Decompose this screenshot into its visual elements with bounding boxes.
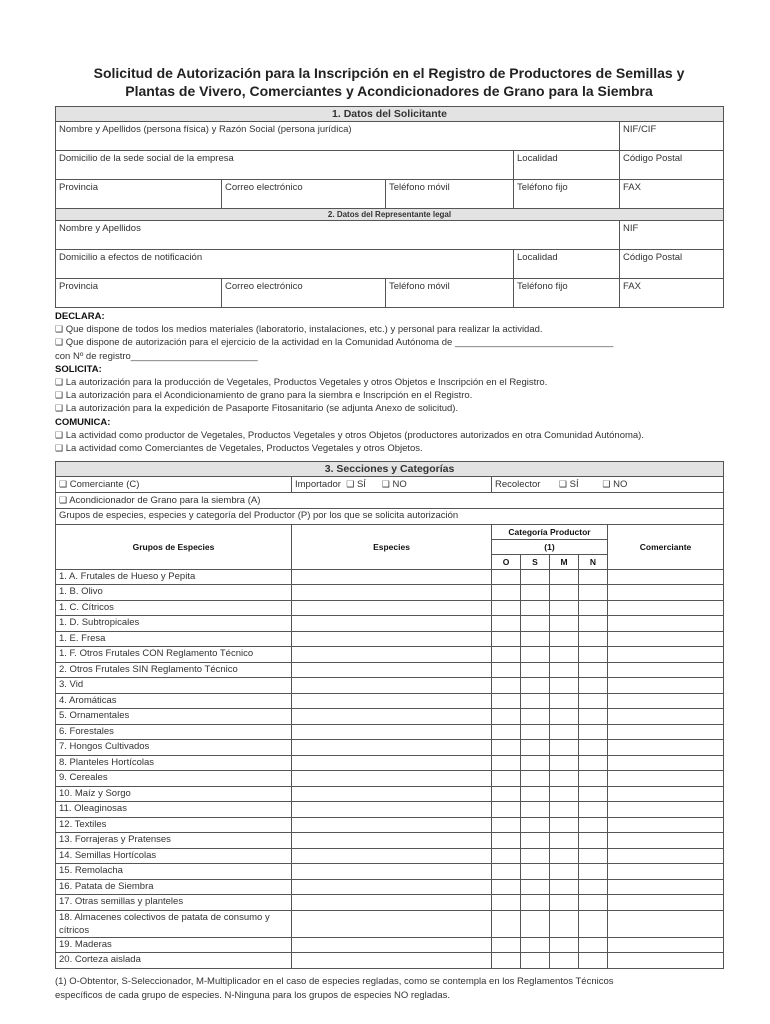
comerciante-cell[interactable]: [608, 616, 724, 632]
representative-phone-field[interactable]: Teléfono fijo: [514, 279, 620, 308]
recolector-si-checkbox-icon[interactable]: ❑: [558, 479, 567, 490]
category-s-cell[interactable]: [521, 616, 550, 632]
species-group-row: [56, 678, 724, 694]
col-header-m: M: [550, 554, 579, 569]
comerciante-cell[interactable]: [608, 879, 724, 895]
category-n-cell[interactable]: [579, 647, 608, 663]
checkbox-icon[interactable]: ❑: [55, 324, 64, 335]
category-o-cell[interactable]: [492, 786, 521, 802]
species-group-row: [56, 569, 724, 585]
especies-input[interactable]: [292, 864, 492, 880]
category-m-cell[interactable]: [550, 693, 579, 709]
category-o-cell[interactable]: [492, 910, 521, 937]
especies-input[interactable]: [292, 616, 492, 632]
registro-number-line[interactable]: con Nº de registro________________________: [55, 350, 258, 362]
col-header-s: S: [521, 554, 550, 569]
importador-options: Importador ❑ SÍ ❑ NO: [292, 477, 492, 493]
species-group-name: 20. Corteza aislada: [56, 953, 292, 969]
species-group-name: 6. Forestales: [56, 724, 292, 740]
species-group-row: [56, 771, 724, 787]
applicant-mobile-field[interactable]: Teléfono móvil: [386, 180, 514, 209]
category-o-cell[interactable]: [492, 616, 521, 632]
species-group-row: [56, 724, 724, 740]
declara-heading: DECLARA:: [55, 311, 105, 322]
category-n-cell[interactable]: [579, 569, 608, 585]
category-n-cell[interactable]: [579, 693, 608, 709]
comerciante-cell[interactable]: [608, 848, 724, 864]
representative-postal-code-field[interactable]: Código Postal: [620, 250, 724, 279]
category-o-cell[interactable]: [492, 817, 521, 833]
category-s-cell[interactable]: [521, 585, 550, 601]
category-n-cell[interactable]: [579, 802, 608, 818]
species-group-name: 17. Otras semillas y planteles: [56, 895, 292, 911]
footnote-line1: (1) O-Obtentor, S-Seleccionador, M-Multiplicador en el caso de especies regladas, como se contempla en los Reglamentos Técnicos: [55, 975, 614, 987]
species-group-name: 11. Oleaginosas: [56, 802, 292, 818]
category-s-cell[interactable]: [521, 786, 550, 802]
category-o-cell[interactable]: [492, 631, 521, 647]
applicant-postal-code-field[interactable]: Código Postal: [620, 151, 724, 180]
species-group-name: 1. E. Fresa: [56, 631, 292, 647]
species-group-name: 9. Cereales: [56, 771, 292, 787]
comerciante-cell[interactable]: [608, 724, 724, 740]
comerciante-cell[interactable]: [608, 631, 724, 647]
category-n-cell[interactable]: [579, 953, 608, 969]
footnote-line2: específicos de cada grupo de especies. N-Ninguna para los grupos de especies NO regladas.: [55, 989, 451, 1001]
solicita-item[interactable]: ❑ La autorización para la producción de Vegetales, Productos Vegetales y otros Objetos e Inscripción en el Registro.: [55, 377, 548, 389]
form-title-line2: Plantas de Vivero, Comerciantes y Acondicionadores de Grano para la Siembra: [125, 83, 653, 99]
especies-input[interactable]: [292, 817, 492, 833]
section1-header: 1. Datos del Solicitante: [56, 107, 724, 122]
species-group-row: [56, 585, 724, 601]
species-group-row: [56, 910, 724, 937]
category-m-cell[interactable]: [550, 895, 579, 911]
especies-input[interactable]: [292, 740, 492, 756]
especies-input[interactable]: [292, 709, 492, 725]
category-o-cell[interactable]: [492, 833, 521, 849]
especies-input[interactable]: [292, 833, 492, 849]
species-group-row: [56, 879, 724, 895]
category-n-cell[interactable]: [579, 833, 608, 849]
category-n-cell[interactable]: [579, 864, 608, 880]
representative-address-field[interactable]: Domicilio a efectos de notificación: [56, 250, 514, 279]
species-group-row: [56, 848, 724, 864]
category-n-cell[interactable]: [579, 724, 608, 740]
species-group-name: 1. F. Otros Frutales CON Reglamento Técnico: [56, 647, 292, 663]
col-header-o: O: [492, 554, 521, 569]
species-group-name: 4. Aromáticas: [56, 693, 292, 709]
category-n-cell[interactable]: [579, 848, 608, 864]
category-o-cell[interactable]: [492, 864, 521, 880]
form-title: [55, 64, 723, 100]
category-n-cell[interactable]: [579, 786, 608, 802]
category-s-cell[interactable]: [521, 864, 550, 880]
comerciante-cell[interactable]: [608, 600, 724, 616]
declara-item[interactable]: ❑ Que dispone de autorización para el ejercicio de la actividad en la Comunidad Autónoma de ______________________________: [55, 337, 614, 349]
checkbox-icon[interactable]: ❑: [55, 377, 64, 388]
category-s-cell[interactable]: [521, 662, 550, 678]
category-m-cell[interactable]: [550, 786, 579, 802]
comerciante-cell[interactable]: [608, 585, 724, 601]
representative-name-field[interactable]: Nombre y Apellidos: [56, 221, 620, 250]
comerciante-cell[interactable]: [608, 569, 724, 585]
category-s-cell[interactable]: [521, 833, 550, 849]
species-group-row: [56, 616, 724, 632]
solicita-item[interactable]: ❑ La autorización para el Acondicionamiento de grano para la siembra e Inscripción en el Registro.: [55, 390, 473, 402]
comerciante-cell[interactable]: [608, 709, 724, 725]
species-group-name: 1. C. Cítricos: [56, 600, 292, 616]
category-s-cell[interactable]: [521, 600, 550, 616]
category-o-cell[interactable]: [492, 879, 521, 895]
applicant-email-field[interactable]: Correo electrónico: [222, 180, 386, 209]
species-group-name: 16. Patata de Siembra: [56, 879, 292, 895]
solicita-heading: SOLICITA:: [55, 363, 102, 375]
category-n-cell[interactable]: [579, 771, 608, 787]
comerciante-cell[interactable]: [608, 817, 724, 833]
comerciante-cell[interactable]: [608, 953, 724, 969]
category-s-cell[interactable]: [521, 817, 550, 833]
category-s-cell[interactable]: [521, 755, 550, 771]
category-o-cell[interactable]: [492, 678, 521, 694]
especies-input[interactable]: [292, 937, 492, 953]
species-group-name: 18. Almacenes colectivos de patata de consumo y cítricos: [56, 910, 292, 937]
category-m-cell[interactable]: [550, 953, 579, 969]
species-group-row: [56, 895, 724, 911]
category-o-cell[interactable]: [492, 724, 521, 740]
category-s-cell[interactable]: [521, 631, 550, 647]
especies-input[interactable]: [292, 802, 492, 818]
especies-input[interactable]: [292, 678, 492, 694]
comerciante-cell[interactable]: [608, 771, 724, 787]
col-header-comerciante: Comerciante: [608, 524, 724, 569]
category-m-cell[interactable]: [550, 802, 579, 818]
section3-header: 3. Secciones y Categorías: [56, 462, 724, 477]
category-o-cell[interactable]: [492, 771, 521, 787]
category-m-cell[interactable]: [550, 569, 579, 585]
species-group-name: 1. A. Frutales de Hueso y Pepita: [56, 569, 292, 585]
checkbox-icon[interactable]: ❑: [59, 495, 68, 506]
species-group-row: [56, 647, 724, 663]
categories-table: [55, 461, 724, 969]
category-m-cell[interactable]: [550, 585, 579, 601]
category-m-cell[interactable]: [550, 771, 579, 787]
col-header-categoria-note: (1): [492, 539, 608, 554]
category-s-cell[interactable]: [521, 709, 550, 725]
applicant-address-field[interactable]: Domicilio de la sede social de la empresa: [56, 151, 514, 180]
category-s-cell[interactable]: [521, 910, 550, 937]
category-m-cell[interactable]: [550, 879, 579, 895]
category-n-cell[interactable]: [579, 709, 608, 725]
species-group-row: [56, 802, 724, 818]
species-group-row: [56, 817, 724, 833]
representative-mobile-field[interactable]: Teléfono móvil: [386, 279, 514, 308]
category-s-cell[interactable]: [521, 953, 550, 969]
comerciante-cell[interactable]: [608, 895, 724, 911]
category-o-cell[interactable]: [492, 647, 521, 663]
species-group-name: 1. B. Olivo: [56, 585, 292, 601]
representative-province-field[interactable]: Provincia: [56, 279, 222, 308]
checkbox-icon[interactable]: ❑: [55, 390, 64, 401]
category-m-cell[interactable]: [550, 647, 579, 663]
comerciante-cell[interactable]: [608, 864, 724, 880]
category-o-cell[interactable]: [492, 569, 521, 585]
recolector-no-checkbox-icon[interactable]: ❑: [602, 479, 611, 490]
category-n-cell[interactable]: [579, 817, 608, 833]
category-o-cell[interactable]: [492, 662, 521, 678]
representative-nif-field[interactable]: NIF: [620, 221, 724, 250]
species-group-name: 8. Planteles Hortícolas: [56, 755, 292, 771]
category-n-cell[interactable]: [579, 910, 608, 937]
species-group-name: 5. Ornamentales: [56, 709, 292, 725]
species-group-row: [56, 631, 724, 647]
applicant-province-field[interactable]: Provincia: [56, 180, 222, 209]
category-s-cell[interactable]: [521, 937, 550, 953]
species-group-row: [56, 937, 724, 953]
species-group-name: 7. Hongos Cultivados: [56, 740, 292, 756]
category-s-cell[interactable]: [521, 802, 550, 818]
category-m-cell[interactable]: [550, 662, 579, 678]
species-group-name: 19. Maderas: [56, 937, 292, 953]
species-group-row: [56, 600, 724, 616]
applicant-phone-field[interactable]: Teléfono fijo: [514, 180, 620, 209]
category-m-cell[interactable]: [550, 817, 579, 833]
category-n-cell[interactable]: [579, 631, 608, 647]
comerciante-cell[interactable]: [608, 740, 724, 756]
comerciante-option[interactable]: ❑ Comerciante (C): [56, 477, 292, 493]
form-title-line1: Solicitud de Autorización para la Inscripción en el Registro de Productores de Semillas y: [93, 65, 685, 81]
acondicionador-option[interactable]: ❑ Acondicionador de Grano para la siembra (A): [56, 493, 724, 509]
category-o-cell[interactable]: [492, 585, 521, 601]
category-n-cell[interactable]: [579, 740, 608, 756]
category-s-cell[interactable]: [521, 879, 550, 895]
species-group-name: 1. D. Subtropicales: [56, 616, 292, 632]
category-s-cell[interactable]: [521, 678, 550, 694]
especies-input[interactable]: [292, 848, 492, 864]
category-s-cell[interactable]: [521, 693, 550, 709]
species-group-row: [56, 755, 724, 771]
comerciante-cell[interactable]: [608, 647, 724, 663]
category-m-cell[interactable]: [550, 616, 579, 632]
especies-input[interactable]: [292, 647, 492, 663]
col-header-categoria: Categoría Productor: [492, 524, 608, 539]
species-group-row: [56, 786, 724, 802]
category-m-cell[interactable]: [550, 740, 579, 756]
form-page: [55, 60, 723, 1003]
species-group-name: 14. Semillas Hortícolas: [56, 848, 292, 864]
category-m-cell[interactable]: [550, 910, 579, 937]
category-o-cell[interactable]: [492, 755, 521, 771]
col-header-especies: Especies: [292, 524, 492, 569]
species-group-row: [56, 709, 724, 725]
especies-input[interactable]: [292, 600, 492, 616]
especies-input[interactable]: [292, 771, 492, 787]
species-group-row: [56, 740, 724, 756]
category-n-cell[interactable]: [579, 585, 608, 601]
comerciante-cell[interactable]: [608, 786, 724, 802]
category-s-cell[interactable]: [521, 740, 550, 756]
category-m-cell[interactable]: [550, 678, 579, 694]
species-group-row: [56, 833, 724, 849]
comerciante-cell[interactable]: [608, 937, 724, 953]
comerciante-cell[interactable]: [608, 833, 724, 849]
category-m-cell[interactable]: [550, 755, 579, 771]
comerciante-cell[interactable]: [608, 802, 724, 818]
comerciante-cell[interactable]: [608, 678, 724, 694]
declara-item[interactable]: ❑ Que dispone de todos los medios materiales (laboratorio, instalaciones, etc.) y personal para realizar la actividad.: [55, 324, 543, 336]
especies-input[interactable]: [292, 953, 492, 969]
category-n-cell[interactable]: [579, 662, 608, 678]
species-group-name: 10. Maíz y Sorgo: [56, 786, 292, 802]
especies-input[interactable]: [292, 724, 492, 740]
section2-header: 2. Datos del Representante legal: [56, 209, 724, 221]
species-group-name: 3. Vid: [56, 678, 292, 694]
especies-input[interactable]: [292, 631, 492, 647]
category-o-cell[interactable]: [492, 740, 521, 756]
checkbox-icon[interactable]: ❑: [55, 443, 64, 454]
category-m-cell[interactable]: [550, 724, 579, 740]
category-m-cell[interactable]: [550, 631, 579, 647]
category-m-cell[interactable]: [550, 864, 579, 880]
category-m-cell[interactable]: [550, 848, 579, 864]
comerciante-cell[interactable]: [608, 662, 724, 678]
applicant-fax-field[interactable]: FAX: [620, 180, 724, 209]
species-group-row: [56, 864, 724, 880]
category-o-cell[interactable]: [492, 709, 521, 725]
category-o-cell[interactable]: [492, 937, 521, 953]
grupos-description: Grupos de especies, especies y categoría del Productor (P) por los que se solicita autorización: [56, 509, 724, 525]
species-group-row: [56, 693, 724, 709]
especies-input[interactable]: [292, 755, 492, 771]
checkbox-icon[interactable]: ❑: [59, 479, 68, 490]
category-s-cell[interactable]: [521, 848, 550, 864]
especies-input[interactable]: [292, 895, 492, 911]
species-group-row: [56, 953, 724, 969]
category-n-cell[interactable]: [579, 895, 608, 911]
category-s-cell[interactable]: [521, 569, 550, 585]
representative-locality-field[interactable]: Localidad: [514, 250, 620, 279]
species-group-name: 12. Textiles: [56, 817, 292, 833]
category-m-cell[interactable]: [550, 709, 579, 725]
category-n-cell[interactable]: [579, 755, 608, 771]
solicita-item[interactable]: ❑ La autorización para la expedición de Pasaporte Fitosanitario (se adjunta Anexo de solicitud).: [55, 403, 459, 415]
declarations-block: [55, 310, 723, 455]
category-m-cell[interactable]: [550, 937, 579, 953]
especies-input[interactable]: [292, 786, 492, 802]
category-n-cell[interactable]: [579, 600, 608, 616]
species-groups-body: [56, 569, 724, 968]
applicant-nif-field[interactable]: NIF/CIF: [620, 122, 724, 151]
category-n-cell[interactable]: [579, 678, 608, 694]
category-m-cell[interactable]: [550, 833, 579, 849]
footnote: [55, 975, 723, 1003]
checkbox-icon[interactable]: ❑: [55, 403, 64, 414]
especies-input[interactable]: [292, 662, 492, 678]
category-o-cell[interactable]: [492, 895, 521, 911]
importador-no-checkbox-icon[interactable]: ❑: [381, 479, 390, 490]
comerciante-cell[interactable]: [608, 910, 724, 937]
comerciante-cell[interactable]: [608, 755, 724, 771]
comunica-heading: COMUNICA:: [55, 416, 111, 428]
checkbox-icon[interactable]: ❑: [55, 429, 64, 440]
category-s-cell[interactable]: [521, 895, 550, 911]
species-group-row: [56, 662, 724, 678]
comunica-item[interactable]: ❑ La actividad como productor de Vegetales, Productos Vegetales y otros Objetos (productores autorizados en otra Comunidad Autónoma).: [55, 429, 644, 441]
especies-input[interactable]: [292, 569, 492, 585]
importador-si-checkbox-icon[interactable]: ❑: [346, 479, 355, 490]
category-s-cell[interactable]: [521, 724, 550, 740]
category-o-cell[interactable]: [492, 953, 521, 969]
especies-input[interactable]: [292, 910, 492, 937]
category-o-cell[interactable]: [492, 600, 521, 616]
species-group-name: 2. Otros Frutales SIN Reglamento Técnico: [56, 662, 292, 678]
category-o-cell[interactable]: [492, 848, 521, 864]
category-n-cell[interactable]: [579, 616, 608, 632]
representative-fax-field[interactable]: FAX: [620, 279, 724, 308]
comunica-item[interactable]: ❑ La actividad como Comerciantes de Vegetales, Productos Vegetales y otros Objetos.: [55, 443, 423, 455]
category-s-cell[interactable]: [521, 771, 550, 787]
checkbox-icon[interactable]: ❑: [55, 337, 64, 348]
category-o-cell[interactable]: [492, 693, 521, 709]
category-n-cell[interactable]: [579, 937, 608, 953]
applicant-name-field[interactable]: Nombre y Apellidos (persona física) y Razón Social (persona jurídica): [56, 122, 620, 151]
representative-email-field[interactable]: Correo electrónico: [222, 279, 386, 308]
col-header-n: N: [579, 554, 608, 569]
col-header-grupos: Grupos de Especies: [56, 524, 292, 569]
especies-input[interactable]: [292, 879, 492, 895]
category-m-cell[interactable]: [550, 600, 579, 616]
species-group-name: 13. Forrajeras y Pratenses: [56, 833, 292, 849]
applicant-table: [55, 106, 724, 308]
recolector-options: Recolector ❑ SÍ ❑ NO: [492, 477, 724, 493]
especies-input[interactable]: [292, 693, 492, 709]
category-n-cell[interactable]: [579, 879, 608, 895]
especies-input[interactable]: [292, 585, 492, 601]
species-group-name: 15. Remolacha: [56, 864, 292, 880]
category-o-cell[interactable]: [492, 802, 521, 818]
comerciante-cell[interactable]: [608, 693, 724, 709]
category-s-cell[interactable]: [521, 647, 550, 663]
applicant-locality-field[interactable]: Localidad: [514, 151, 620, 180]
